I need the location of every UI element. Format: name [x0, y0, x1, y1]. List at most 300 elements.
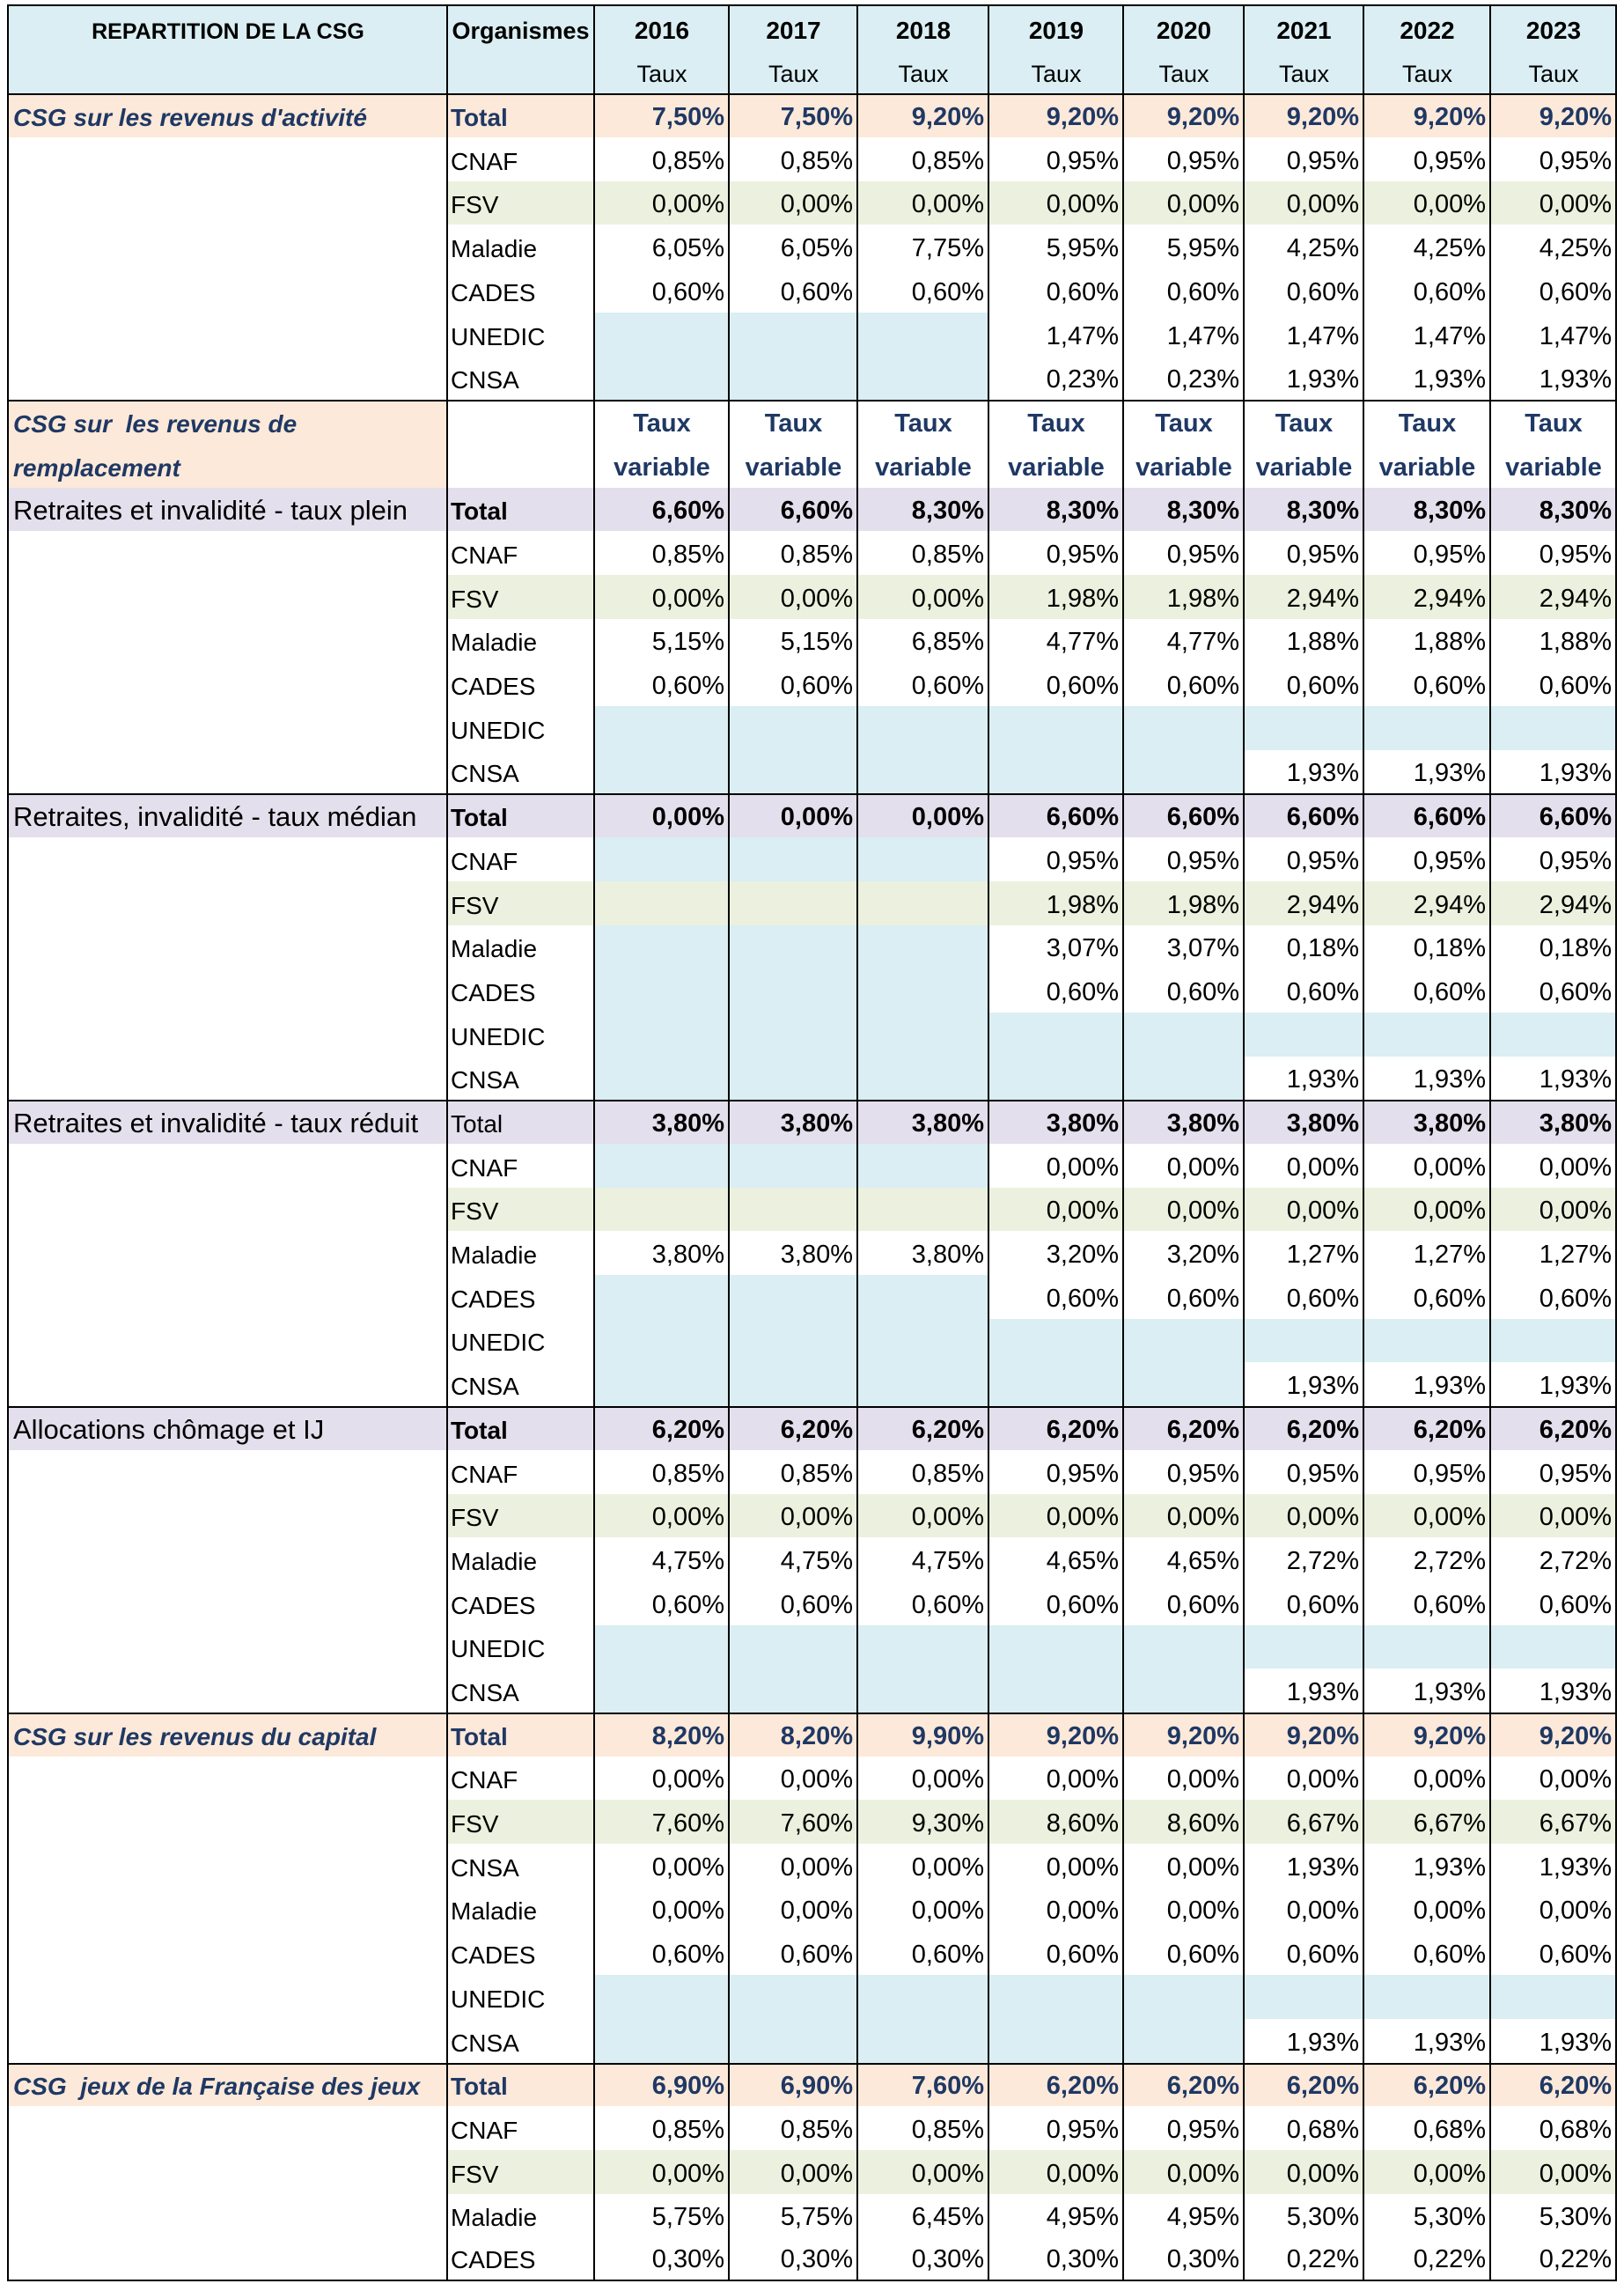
organisme-cell: CADES	[448, 1581, 595, 1625]
rate-value-cell: 4,25%	[1245, 225, 1364, 269]
year-header: 2017	[730, 6, 858, 50]
rate-value-cell: 0,60%	[595, 662, 730, 706]
rate-value-cell: 1,98%	[989, 881, 1124, 925]
organisme-cell: Total	[448, 93, 595, 137]
organisme-cell: Total	[448, 1713, 595, 1757]
rate-type-cell: Taux	[989, 400, 1124, 444]
empty-cell	[858, 1057, 989, 1101]
section-label: CSG sur les revenus de	[9, 400, 448, 444]
organisme-cell: Maladie	[448, 1888, 595, 1932]
organisme-cell: CNSA	[448, 1844, 595, 1888]
empty-cell	[989, 1013, 1124, 1057]
rate-value-cell: 5,30%	[1364, 2194, 1491, 2238]
rate-value-cell: 9,20%	[858, 93, 989, 137]
organisme-cell: Total	[448, 793, 595, 837]
rate-value-cell: 0,60%	[1245, 1581, 1364, 1625]
organisme-cell: CNAF	[448, 837, 595, 881]
label-blank-cell	[9, 2150, 448, 2194]
section-label: Retraites, invalidité - taux médian	[9, 793, 448, 837]
rate-type-cell: variable	[595, 444, 730, 488]
rate-value-cell: 0,60%	[595, 1931, 730, 1975]
organisme-cell: CADES	[448, 1931, 595, 1975]
empty-cell	[730, 2019, 858, 2063]
empty-cell	[595, 706, 730, 750]
rate-value-cell: 6,20%	[858, 1406, 989, 1450]
rate-value-cell: 0,60%	[1124, 1275, 1245, 1319]
rate-value-cell: 5,15%	[730, 619, 858, 663]
rate-value-cell: 0,00%	[858, 1844, 989, 1888]
rate-value-cell: 0,00%	[1491, 1188, 1617, 1232]
rate-value-cell: 0,00%	[1245, 1757, 1364, 1801]
label-blank-cell	[9, 2019, 448, 2063]
rate-value-cell: 1,27%	[1245, 1231, 1364, 1275]
empty-cell	[1491, 1319, 1617, 1363]
organisme-cell: Total	[448, 2063, 595, 2107]
rate-value-cell: 8,20%	[730, 1713, 858, 1757]
rate-value-cell: 0,95%	[1491, 531, 1617, 575]
rate-value-cell: 0,60%	[1364, 1275, 1491, 1319]
rate-value-cell: 0,18%	[1491, 925, 1617, 969]
rate-header: Taux	[1245, 50, 1364, 94]
rate-value-cell: 0,60%	[1491, 1931, 1617, 1975]
rate-value-cell: 0,00%	[1491, 2150, 1617, 2194]
rate-value-cell: 0,30%	[1124, 2237, 1245, 2281]
rate-value-cell: 0,95%	[1124, 531, 1245, 575]
rate-value-cell: 9,20%	[1124, 93, 1245, 137]
rate-value-cell: 4,65%	[1124, 1537, 1245, 1581]
organisme-cell: CNAF	[448, 1757, 595, 1801]
rate-value-cell: 5,95%	[1124, 225, 1245, 269]
rate-value-cell: 0,60%	[858, 1581, 989, 1625]
rate-value-cell: 0,00%	[1364, 1188, 1491, 1232]
rate-value-cell: 9,20%	[1124, 1713, 1245, 1757]
rate-value-cell: 0,00%	[1491, 1757, 1617, 1801]
rate-value-cell: 0,95%	[1491, 1450, 1617, 1494]
empty-cell	[595, 750, 730, 794]
rate-value-cell: 1,47%	[1491, 313, 1617, 357]
year-header: 2016	[595, 6, 730, 50]
rate-value-cell: 0,00%	[730, 575, 858, 619]
empty-cell	[858, 1669, 989, 1713]
empty-cell	[858, 881, 989, 925]
empty-cell	[595, 1013, 730, 1057]
rate-value-cell: 3,80%	[595, 1231, 730, 1275]
label-blank-cell	[9, 837, 448, 881]
label-blank-cell	[9, 1144, 448, 1188]
empty-cell	[1124, 750, 1245, 794]
rate-type-cell: Taux	[1491, 400, 1617, 444]
empty-cell	[730, 313, 858, 357]
rate-value-cell: 0,60%	[989, 269, 1124, 313]
rate-value-cell: 0,00%	[730, 1757, 858, 1801]
empty-cell	[730, 881, 858, 925]
rate-value-cell: 0,60%	[1491, 662, 1617, 706]
empty-cell	[989, 1669, 1124, 1713]
organisme-cell: Maladie	[448, 225, 595, 269]
rate-value-cell: 6,67%	[1364, 1800, 1491, 1844]
rate-value-cell: 0,60%	[1245, 662, 1364, 706]
rate-value-cell: 0,95%	[989, 531, 1124, 575]
rate-value-cell: 5,15%	[595, 619, 730, 663]
organisme-cell: UNEDIC	[448, 706, 595, 750]
rate-value-cell: 0,00%	[1364, 1888, 1491, 1932]
rate-value-cell: 0,00%	[1364, 2150, 1491, 2194]
rate-value-cell: 5,75%	[730, 2194, 858, 2238]
label-blank-cell	[9, 269, 448, 313]
rate-value-cell: 0,00%	[1364, 181, 1491, 225]
empty-cell	[989, 750, 1124, 794]
rate-value-cell: 0,60%	[1364, 662, 1491, 706]
label-blank-cell	[9, 2237, 448, 2281]
empty-cell	[858, 969, 989, 1013]
rate-value-cell: 9,20%	[1491, 1713, 1617, 1757]
year-header: 2023	[1491, 6, 1617, 50]
rate-type-cell: Taux	[595, 400, 730, 444]
year-header: 2020	[1124, 6, 1245, 50]
rate-value-cell: 0,00%	[595, 1844, 730, 1888]
label-blank-cell	[9, 1888, 448, 1932]
rate-type-cell: variable	[989, 444, 1124, 488]
label-blank-cell	[9, 357, 448, 401]
empty-cell	[595, 1188, 730, 1232]
rate-value-cell: 6,67%	[1245, 1800, 1364, 1844]
empty-cell	[595, 1057, 730, 1101]
organisme-cell: CNAF	[448, 1144, 595, 1188]
rate-header: Taux	[595, 50, 730, 94]
rate-value-cell: 4,95%	[989, 2194, 1124, 2238]
empty-cell	[1245, 706, 1364, 750]
organisme-cell: CNSA	[448, 1057, 595, 1101]
empty-cell	[730, 969, 858, 1013]
organisme-cell: Total	[448, 1406, 595, 1450]
rate-value-cell: 0,60%	[1124, 662, 1245, 706]
rate-value-cell: 4,77%	[989, 619, 1124, 663]
empty-cell	[1364, 1975, 1491, 2019]
rate-value-cell: 3,07%	[1124, 925, 1245, 969]
organisme-cell: Maladie	[448, 619, 595, 663]
empty-cell	[1124, 1362, 1245, 1406]
rate-value-cell: 8,30%	[989, 488, 1124, 532]
table-title: REPARTITION DE LA CSG	[9, 6, 448, 50]
rate-value-cell: 4,77%	[1124, 619, 1245, 663]
label-blank-cell	[9, 1975, 448, 2019]
empty-cell	[1124, 1057, 1245, 1101]
rate-value-cell: 0,00%	[1245, 2150, 1364, 2194]
rate-value-cell: 6,20%	[1124, 2063, 1245, 2107]
rate-value-cell: 6,45%	[858, 2194, 989, 2238]
empty-cell	[730, 925, 858, 969]
rate-value-cell: 0,30%	[595, 2237, 730, 2281]
section-label: remplacement	[9, 444, 448, 488]
empty-cell	[858, 1319, 989, 1363]
empty-cell	[730, 1319, 858, 1363]
rate-value-cell: 6,20%	[730, 1406, 858, 1450]
rate-value-cell: 8,30%	[1124, 488, 1245, 532]
rate-value-cell: 0,00%	[858, 1757, 989, 1801]
empty-cell	[595, 2019, 730, 2063]
rate-value-cell: 0,00%	[858, 2150, 989, 2194]
rate-type-cell: variable	[858, 444, 989, 488]
year-header: 2022	[1364, 6, 1491, 50]
label-blank-cell	[9, 313, 448, 357]
label-blank-cell	[9, 662, 448, 706]
label-blank-cell	[9, 1625, 448, 1669]
rate-value-cell: 1,27%	[1491, 1231, 1617, 1275]
rate-value-cell: 3,80%	[595, 1100, 730, 1144]
empty-cell	[730, 1625, 858, 1669]
empty-cell	[858, 925, 989, 969]
rate-value-cell: 0,95%	[1124, 2106, 1245, 2150]
organisme-cell: FSV	[448, 1188, 595, 1232]
rate-value-cell: 1,93%	[1364, 1362, 1491, 1406]
label-blank-cell	[9, 1275, 448, 1319]
rate-value-cell: 0,00%	[730, 2150, 858, 2194]
label-blank-cell	[9, 2106, 448, 2150]
rate-value-cell: 1,88%	[1245, 619, 1364, 663]
rate-value-cell: 9,20%	[1364, 1713, 1491, 1757]
rate-value-cell: 8,30%	[1364, 488, 1491, 532]
section-label: Allocations chômage et IJ	[9, 1406, 448, 1450]
empty-cell	[858, 1275, 989, 1319]
empty-cell	[595, 1669, 730, 1713]
rate-value-cell: 0,00%	[1364, 1494, 1491, 1538]
organisme-cell: FSV	[448, 1800, 595, 1844]
organisme-cell: CADES	[448, 269, 595, 313]
rate-value-cell: 0,95%	[1491, 837, 1617, 881]
empty-cell	[1491, 706, 1617, 750]
rate-value-cell: 0,68%	[1491, 2106, 1617, 2150]
rate-value-cell: 6,20%	[1364, 2063, 1491, 2107]
rate-value-cell: 0,60%	[989, 1275, 1124, 1319]
label-blank-cell	[9, 1757, 448, 1801]
rate-value-cell: 0,95%	[1364, 1450, 1491, 1494]
rate-value-cell: 3,80%	[730, 1231, 858, 1275]
rate-value-cell: 1,88%	[1491, 619, 1617, 663]
rate-value-cell: 4,25%	[1491, 225, 1617, 269]
rate-value-cell: 1,93%	[1245, 1362, 1364, 1406]
rate-value-cell: 6,20%	[1491, 2063, 1617, 2107]
rate-header: Taux	[1491, 50, 1617, 94]
rate-value-cell: 0,60%	[989, 969, 1124, 1013]
label-blank-cell	[9, 1669, 448, 1713]
rate-value-cell: 0,85%	[730, 531, 858, 575]
rate-value-cell: 7,50%	[730, 93, 858, 137]
empty-cell	[730, 357, 858, 401]
rate-value-cell: 1,98%	[1124, 881, 1245, 925]
organisme-cell: UNEDIC	[448, 1319, 595, 1363]
rate-type-cell: Taux	[1124, 400, 1245, 444]
empty-cell	[595, 1975, 730, 2019]
empty-cell	[1245, 1013, 1364, 1057]
rate-value-cell: 6,05%	[595, 225, 730, 269]
rate-value-cell: 0,95%	[1124, 837, 1245, 881]
label-blank-cell	[9, 531, 448, 575]
rate-value-cell: 0,60%	[1245, 969, 1364, 1013]
rate-value-cell: 1,93%	[1364, 357, 1491, 401]
rate-value-cell: 0,60%	[989, 662, 1124, 706]
rate-type-cell: Taux	[1245, 400, 1364, 444]
rate-value-cell: 0,95%	[1245, 837, 1364, 881]
rate-value-cell: 0,18%	[1245, 925, 1364, 969]
rate-value-cell: 0,00%	[989, 1844, 1124, 1888]
rate-value-cell: 0,30%	[989, 2237, 1124, 2281]
rate-value-cell: 0,00%	[1124, 1144, 1245, 1188]
rate-value-cell: 6,20%	[1245, 1406, 1364, 1450]
empty-cell	[989, 1625, 1124, 1669]
rate-value-cell: 0,00%	[1124, 1888, 1245, 1932]
rate-value-cell: 1,93%	[1491, 1844, 1617, 1888]
empty-cell	[989, 1975, 1124, 2019]
rate-value-cell: 0,60%	[730, 662, 858, 706]
empty-cell	[989, 1319, 1124, 1363]
rate-value-cell: 0,00%	[1124, 1757, 1245, 1801]
rate-value-cell: 0,22%	[1491, 2237, 1617, 2281]
organisme-cell: FSV	[448, 575, 595, 619]
empty-cell	[595, 1625, 730, 1669]
empty-cell	[858, 1975, 989, 2019]
rate-value-cell: 3,80%	[1491, 1100, 1617, 1144]
rate-value-cell: 7,60%	[595, 1800, 730, 1844]
rate-value-cell: 0,00%	[595, 575, 730, 619]
rate-value-cell: 9,90%	[858, 1713, 989, 1757]
rate-value-cell: 1,93%	[1245, 750, 1364, 794]
rate-value-cell: 0,60%	[1124, 1581, 1245, 1625]
rate-value-cell: 0,60%	[1245, 1275, 1364, 1319]
rate-value-cell: 7,50%	[595, 93, 730, 137]
rate-value-cell: 5,30%	[1491, 2194, 1617, 2238]
rate-value-cell: 0,00%	[1245, 1494, 1364, 1538]
rate-value-cell: 0,00%	[595, 1888, 730, 1932]
section-label: Retraites et invalidité - taux réduit	[9, 1100, 448, 1144]
empty-cell	[858, 1013, 989, 1057]
rate-value-cell: 6,67%	[1491, 1800, 1617, 1844]
rate-value-cell: 0,60%	[1245, 1931, 1364, 1975]
rate-value-cell: 6,20%	[989, 1406, 1124, 1450]
rate-value-cell: 0,60%	[1364, 1581, 1491, 1625]
label-blank-cell	[9, 1581, 448, 1625]
rate-value-cell: 1,93%	[1364, 1669, 1491, 1713]
rate-value-cell: 4,75%	[595, 1537, 730, 1581]
rate-value-cell: 0,60%	[1491, 1581, 1617, 1625]
rate-value-cell: 6,90%	[730, 2063, 858, 2107]
rate-value-cell: 0,60%	[595, 269, 730, 313]
rate-value-cell: 0,00%	[1491, 1494, 1617, 1538]
rate-value-cell: 0,00%	[1245, 1188, 1364, 1232]
rate-value-cell: 6,05%	[730, 225, 858, 269]
label-blank-cell	[9, 225, 448, 269]
label-blank-cell	[9, 181, 448, 225]
rate-value-cell: 1,47%	[1364, 313, 1491, 357]
empty-cell	[730, 1057, 858, 1101]
label-blank-cell	[9, 1013, 448, 1057]
rate-value-cell: 7,60%	[858, 2063, 989, 2107]
rate-value-cell: 0,22%	[1364, 2237, 1491, 2281]
rate-value-cell: 0,00%	[989, 1188, 1124, 1232]
rate-value-cell: 6,60%	[989, 793, 1124, 837]
rate-value-cell: 1,93%	[1491, 1057, 1617, 1101]
rate-value-cell: 8,60%	[989, 1800, 1124, 1844]
rate-value-cell: 2,72%	[1245, 1537, 1364, 1581]
rate-value-cell: 0,95%	[1245, 531, 1364, 575]
rate-value-cell: 0,00%	[989, 181, 1124, 225]
rate-value-cell: 0,00%	[1245, 1888, 1364, 1932]
rate-value-cell: 0,00%	[730, 1494, 858, 1538]
rate-value-cell: 0,85%	[595, 1450, 730, 1494]
rate-value-cell: 6,60%	[1245, 793, 1364, 837]
rate-value-cell: 2,94%	[1245, 881, 1364, 925]
rate-value-cell: 0,00%	[858, 1888, 989, 1932]
rate-value-cell: 0,60%	[730, 1581, 858, 1625]
empty-cell	[730, 1144, 858, 1188]
label-blank-cell	[9, 137, 448, 181]
rate-value-cell: 0,60%	[1124, 969, 1245, 1013]
empty-cell	[595, 1275, 730, 1319]
label-blank-cell	[9, 575, 448, 619]
section-label: CSG jeux de la Française des jeux	[9, 2063, 448, 2107]
organisme-cell: FSV	[448, 181, 595, 225]
organisme-cell: CNSA	[448, 357, 595, 401]
empty-cell	[858, 750, 989, 794]
rate-value-cell: 1,93%	[1245, 357, 1364, 401]
rate-value-cell: 6,60%	[1491, 793, 1617, 837]
empty-cell	[1124, 1319, 1245, 1363]
organisme-blank-cell	[448, 444, 595, 488]
empty-cell	[858, 313, 989, 357]
label-blank-cell	[9, 1362, 448, 1406]
rate-value-cell: 0,60%	[989, 1931, 1124, 1975]
rate-value-cell: 1,93%	[1491, 357, 1617, 401]
rate-type-cell: Taux	[1364, 400, 1491, 444]
rate-value-cell: 0,00%	[1124, 1188, 1245, 1232]
organisme-cell: CNAF	[448, 1450, 595, 1494]
rate-value-cell: 6,20%	[1124, 1406, 1245, 1450]
organisme-blank-cell	[448, 400, 595, 444]
rate-value-cell: 6,20%	[1491, 1406, 1617, 1450]
rate-value-cell: 2,94%	[1364, 575, 1491, 619]
rate-value-cell: 9,30%	[858, 1800, 989, 1844]
rate-value-cell: 1,93%	[1364, 2019, 1491, 2063]
rate-value-cell: 0,00%	[1124, 1844, 1245, 1888]
rate-value-cell: 0,95%	[989, 2106, 1124, 2150]
empty-cell	[1364, 706, 1491, 750]
rate-value-cell: 0,23%	[989, 357, 1124, 401]
rate-value-cell: 0,95%	[1364, 531, 1491, 575]
rate-value-cell: 0,95%	[1364, 137, 1491, 181]
empty-cell	[858, 837, 989, 881]
rate-value-cell: 3,80%	[989, 1100, 1124, 1144]
rate-type-cell: variable	[1491, 444, 1617, 488]
empty-cell	[1124, 1669, 1245, 1713]
rate-value-cell: 0,60%	[1364, 969, 1491, 1013]
rate-value-cell: 1,47%	[1124, 313, 1245, 357]
empty-cell	[595, 357, 730, 401]
rate-type-cell: Taux	[858, 400, 989, 444]
empty-cell	[730, 1275, 858, 1319]
organisme-cell: CNSA	[448, 2019, 595, 2063]
rate-value-cell: 0,60%	[858, 662, 989, 706]
rate-value-cell: 0,68%	[1245, 2106, 1364, 2150]
section-label: CSG sur les revenus du capital	[9, 1713, 448, 1757]
rate-value-cell: 4,25%	[1364, 225, 1491, 269]
rate-value-cell: 0,85%	[858, 1450, 989, 1494]
rate-value-cell: 0,60%	[1124, 269, 1245, 313]
year-header: 2019	[989, 6, 1124, 50]
rate-value-cell: 4,75%	[730, 1537, 858, 1581]
rate-value-cell: 0,85%	[858, 137, 989, 181]
rate-header: Taux	[730, 50, 858, 94]
rate-value-cell: 4,95%	[1124, 2194, 1245, 2238]
empty-cell	[858, 357, 989, 401]
